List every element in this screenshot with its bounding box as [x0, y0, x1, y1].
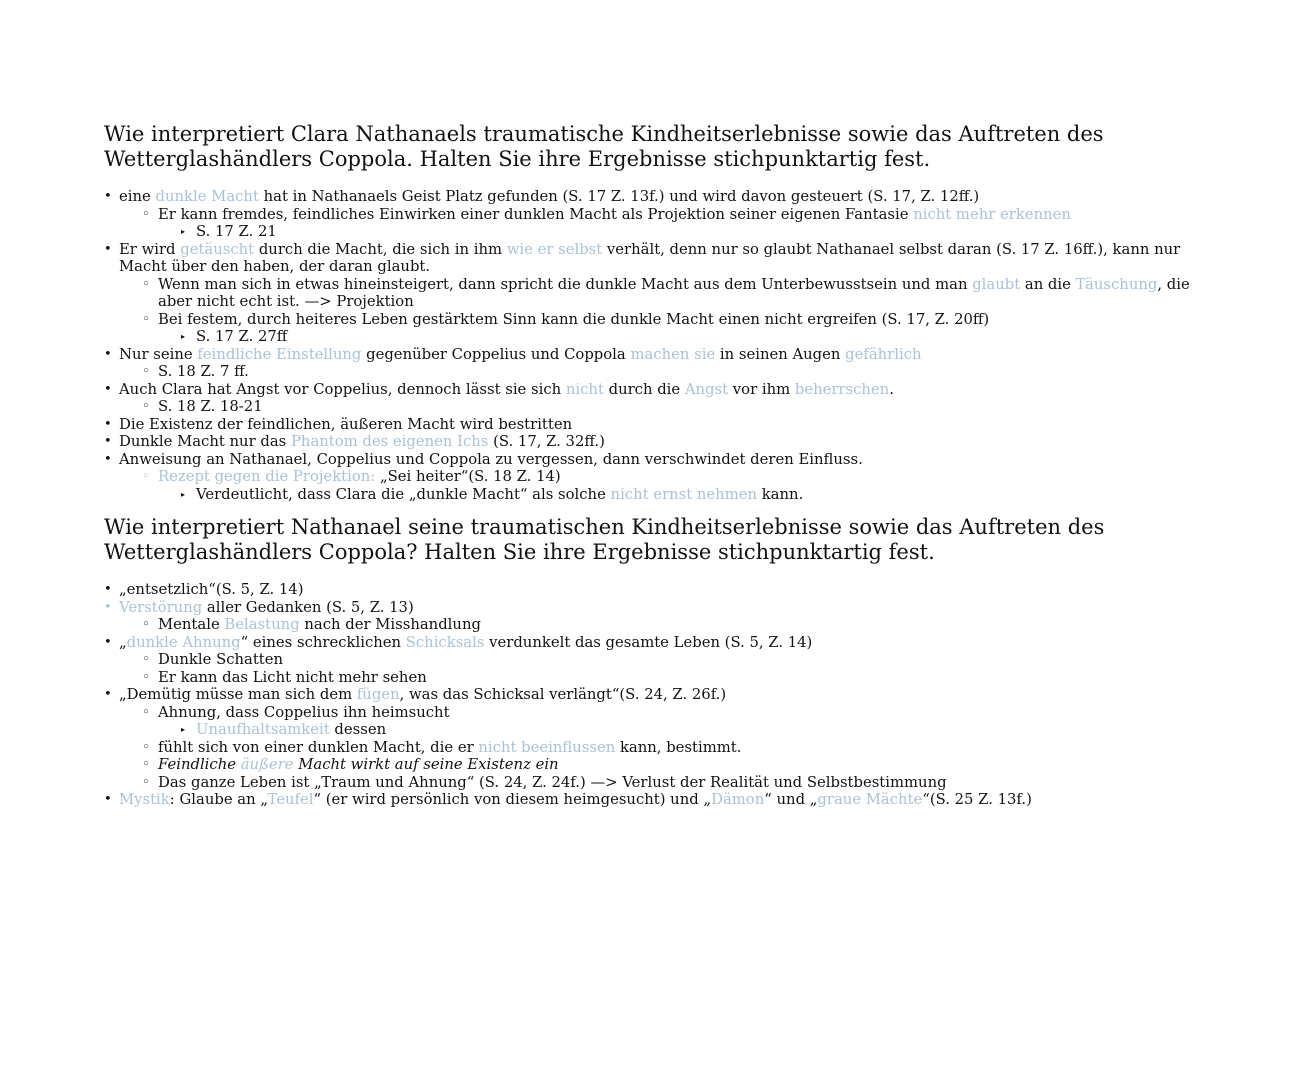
bullet-item: [104, 398, 1194, 416]
bullet-item: [104, 276, 1194, 311]
bullet-item: [104, 756, 1194, 774]
bullet-item: [104, 451, 1194, 469]
text-run: , was das Schicksal verlängt“(S. 24, Z. 26f.): [399, 686, 727, 703]
text-run: “ (er wird persönlich von diesem heimgesucht) und „: [313, 791, 712, 808]
bullet-item: [104, 686, 1194, 704]
bullet-item: [104, 416, 1194, 434]
bullet-item: [104, 486, 1194, 504]
highlighted-term: nicht beeinflussen: [478, 738, 616, 756]
text-run: S. 18 Z. 7 ff.: [158, 363, 249, 380]
question-heading-nathanael: Wie interpretiert Nathanael seine traumatischen Kindheitserlebnisse sowie das Auftreten des Wetterglashändlers Coppola? Halten Sie ihre Ergebnisse stichpunktartig fest.: [104, 515, 1105, 564]
text-run: Er wird: [119, 240, 181, 258]
text-run: Die Existenz der feindlichen, äußeren Macht wird bestritten: [119, 415, 573, 433]
highlighted-term: fügen: [356, 686, 400, 703]
highlighted-term: machen sie: [630, 345, 716, 363]
text-run: „: [119, 633, 127, 651]
highlighted-term: dunkle Macht: [155, 188, 259, 205]
text-run: gegenüber Coppelius und Coppola: [361, 345, 631, 363]
highlighted-term: Täuschung: [1075, 275, 1158, 293]
text-run: durch die: [603, 380, 685, 398]
highlighted-term: Rezept gegen die Projektion:: [158, 468, 376, 485]
highlighted-term: nicht: [565, 380, 604, 398]
text-run: nach der Misshandlung: [299, 616, 481, 633]
text-run: Ahnung, dass Coppelius ihn heimsucht: [158, 703, 450, 721]
highlighted-term: getäuscht: [180, 240, 255, 258]
text-run: Anweisung an Nathanael, Coppelius und Coppola zu vergessen, dann verschwindet deren Einfluss.: [119, 450, 863, 468]
text-run: .: [889, 380, 894, 398]
text-run: (S. 17, Z. 32ff.): [488, 433, 605, 450]
bullet-item: [104, 721, 1194, 739]
answer-list-nathanael: [104, 581, 1194, 809]
text-run: „entsetzlich“(S. 5, Z. 14): [119, 581, 304, 598]
text-run: durch die Macht, die sich in ihm: [254, 240, 507, 258]
text-run: Auch Clara hat Angst vor Coppelius, dennoch lässt sie sich: [119, 380, 566, 398]
text-run: dessen: [329, 721, 387, 738]
text-run: S. 18 Z. 18-21: [158, 398, 263, 415]
bullet-item: [104, 468, 1194, 486]
text-run: „Sei heiter“(S. 18 Z. 14): [375, 468, 561, 485]
highlighted-term: Phantom des eigenen Ichs: [290, 433, 489, 450]
highlighted-term: Belastung: [224, 616, 300, 633]
bullet-item: [104, 433, 1194, 451]
text-run: S. 17 Z. 27ff: [196, 328, 288, 345]
highlighted-term: nicht mehr erkennen: [913, 205, 1071, 223]
bullet-item: [104, 223, 1194, 241]
answer-list-clara: [104, 188, 1194, 503]
highlighted-term: Unaufhaltsamkeit: [196, 721, 330, 738]
bullet-item: [104, 188, 1194, 206]
document-page: [104, 122, 1194, 809]
highlighted-term: dunkle Ahnung: [126, 633, 241, 651]
bullet-item: [104, 599, 1194, 617]
bullet-item: [104, 363, 1194, 381]
bullet-item: [104, 704, 1194, 722]
highlighted-term: Teufel: [267, 791, 314, 808]
text-run: an die: [1020, 275, 1076, 293]
highlighted-term: Mystik: [119, 791, 170, 808]
bullet-item: [104, 669, 1194, 687]
text-run: kann.: [757, 485, 804, 503]
highlighted-term: gefährlich: [845, 345, 922, 363]
text-run: in seinen Augen: [715, 345, 846, 363]
text-run: Dunkle Schatten: [158, 651, 284, 668]
highlighted-term: graue Mächte: [817, 791, 923, 808]
text-run: Nur seine: [119, 345, 198, 363]
text-run: Wenn man sich in etwas hineinsteigert, dann spricht die dunkle Macht aus dem Unterbewusstsein und man: [158, 275, 973, 293]
bullet-item: [104, 241, 1194, 276]
text-run: S. 17 Z. 21: [196, 223, 277, 240]
text-run: Das ganze Leben ist „Traum und Ahnung“ (S. 24, Z. 24f.) —> Verlust der Realität und Selbstbestimmung: [158, 773, 947, 791]
text-run: fühlt sich von einer dunklen Macht, die er: [158, 738, 479, 756]
bullet-item: [104, 206, 1194, 224]
highlighted-term: glaubt: [972, 275, 1021, 293]
text-run: Macht wirkt auf seine Existenz ein: [293, 756, 559, 773]
bullet-item: [104, 328, 1194, 346]
text-run: , die aber nicht echt ist. —> Projektion: [158, 275, 1190, 310]
highlighted-term: nicht ernst nehmen: [610, 485, 758, 503]
text-run: : Glaube an „: [169, 791, 268, 808]
text-run: Er kann das Licht nicht mehr sehen: [158, 668, 427, 686]
text-run: “ eines schrecklichen: [240, 633, 406, 651]
text-run: Er kann fremdes, feindliches Einwirken einer dunklen Macht als Projektion seiner eigenen Fantasie: [158, 205, 914, 223]
text-run: Verdeutlicht, dass Clara die „dunkle Macht“ als solche: [196, 485, 611, 503]
text-run: eine: [119, 188, 156, 205]
highlighted-term: Verstörung: [119, 598, 203, 616]
text-run: verhält, denn nur so glaubt Nathanael selbst daran (S. 17 Z. 16ff.), kann nur Macht über den haben, der daran glaubt.: [119, 240, 1181, 275]
text-run: vor ihm: [728, 380, 795, 398]
bullet-item: [104, 381, 1194, 399]
highlighted-term: feindliche Einstellung: [197, 345, 362, 363]
text-run: verdunkelt das gesamte Leben (S. 5, Z. 14): [484, 633, 813, 651]
highlighted-term: Schicksals: [405, 633, 485, 651]
bullet-item: [104, 791, 1194, 809]
highlighted-term: Dämon: [711, 791, 765, 808]
highlighted-term: Angst: [684, 380, 729, 398]
bullet-item: [104, 774, 1194, 792]
text-run: Dunkle Macht nur das: [119, 433, 291, 450]
text-run: hat in Nathanaels Geist Platz gefunden (S. 17 Z. 13f.) und wird davon gesteuert (S. 17, Z. 12ff.): [258, 188, 980, 205]
text-run: “ und „: [764, 791, 818, 808]
bullet-item: [104, 651, 1194, 669]
question-heading-clara: Wie interpretiert Clara Nathanaels traumatische Kindheitserlebnisse sowie das Auftreten des Wetterglashändlers Coppola. Halten Sie ihre Ergebnisse stichpunktartig fest.: [104, 122, 1104, 171]
highlighted-term: äußere: [240, 756, 294, 773]
text-run: “(S. 25 Z. 13f.): [922, 791, 1032, 808]
bullet-item: [104, 634, 1194, 652]
text-run: Feindliche: [158, 756, 241, 773]
text-run: kann, bestimmt.: [615, 738, 742, 756]
bullet-item: [104, 581, 1194, 599]
highlighted-term: wie er selbst: [506, 240, 603, 258]
text-run: Mentale: [158, 616, 225, 633]
text-run: Bei festem, durch heiteres Leben gestärktem Sinn kann die dunkle Macht einen nicht ergreifen (S. 17, Z. 20ff): [158, 310, 990, 328]
bullet-item: [104, 739, 1194, 757]
text-run: aller Gedanken (S. 5, Z. 13): [202, 598, 414, 616]
bullet-item: [104, 616, 1194, 634]
highlighted-term: beherrschen: [794, 380, 890, 398]
bullet-item: [104, 311, 1194, 329]
text-run: „Demütig müsse man sich dem: [119, 686, 357, 703]
bullet-item: [104, 346, 1194, 364]
